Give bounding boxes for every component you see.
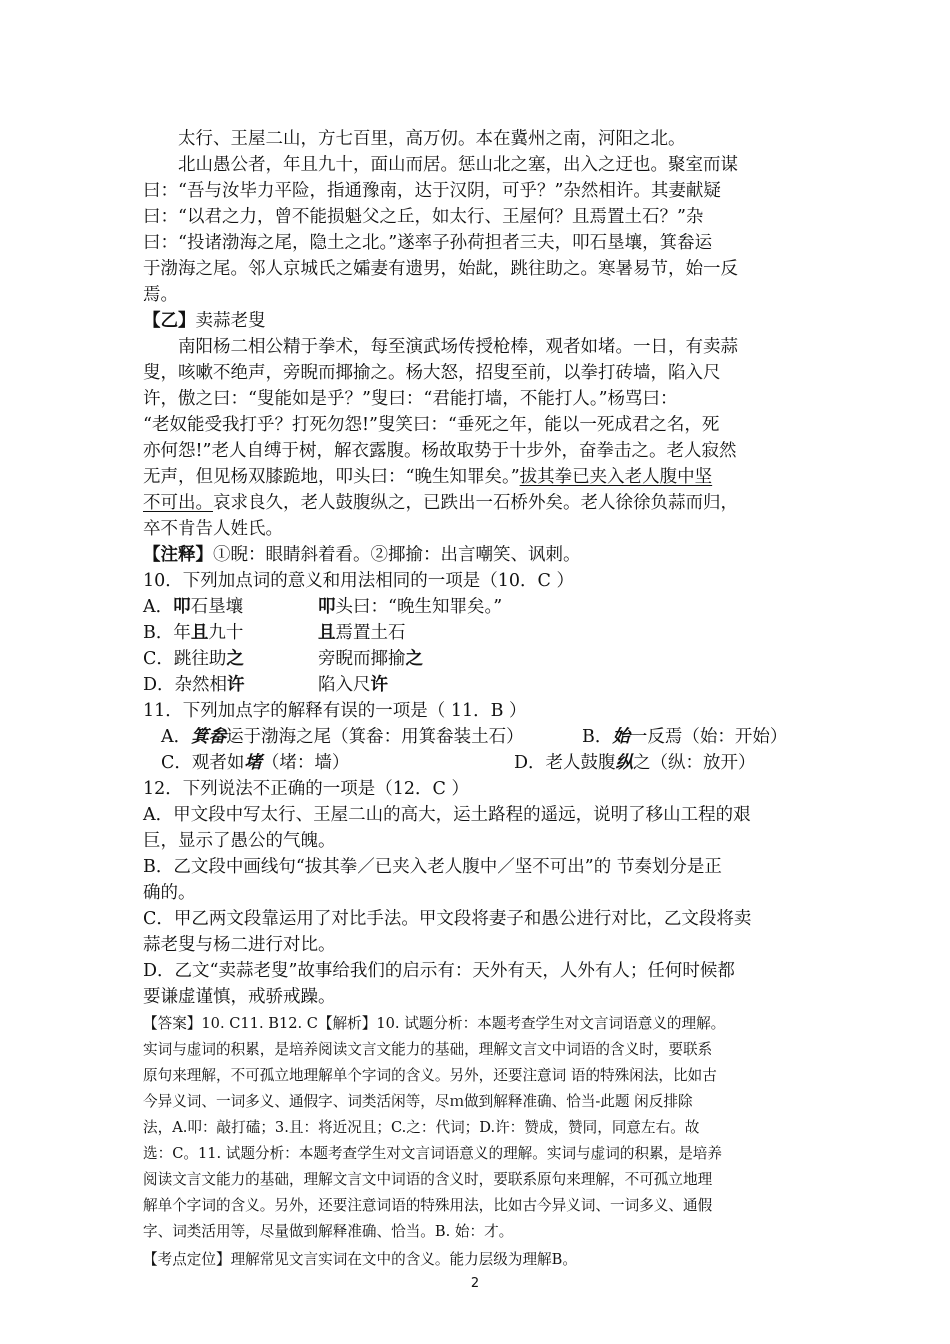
yi-para-line: 许，傲之曰：“叟能如是乎？”叟曰：“君能打墙，不能打人。”杨骂曰： bbox=[143, 389, 678, 409]
dotted-word: 之 bbox=[405, 649, 423, 669]
option-text: 陷入尺 bbox=[318, 675, 371, 695]
dotted-word: 始 bbox=[612, 727, 630, 747]
option-text: 年 bbox=[173, 623, 191, 643]
answer-line: 选：C。11. 试题分析：本题考查学生对文言词语意义的理解。实词与虚词的积累，是培养 bbox=[143, 1145, 722, 1162]
q12-option-line: A．甲文段中写太行、王屋二山的高大，运土路程的遥远，说明了移山工程的艰 bbox=[143, 805, 751, 825]
jia-para-2-line: 焉。 bbox=[143, 285, 178, 305]
yi-heading-title: 卖蒜老叟 bbox=[195, 311, 266, 331]
jia-para-2-line: 曰：“投诸渤海之尾，隐土之北。”遂率子孙荷担者三夫，叩石垦壤，箕畚运 bbox=[143, 233, 713, 253]
jia-para-2-line: 曰：“以君之力，曾不能损魁父之丘，如太行、王屋何？且焉置土石？”杂 bbox=[143, 207, 704, 227]
q10-option-b-second bbox=[318, 621, 406, 646]
yi-para-line: “老奴能受我打乎？打死勿怨!”叟笑曰：“垂死之年，能以一死成君之名，死 bbox=[143, 415, 720, 435]
answer-line: 阅读文言文能力的基础，理解文言文中词语的含义时，要联系原句来理解，不可孤立地理 bbox=[143, 1171, 713, 1188]
notes bbox=[143, 543, 581, 568]
option-text: 焉置土石 bbox=[335, 623, 406, 643]
q11-option-b bbox=[582, 725, 787, 750]
option-text: 九十 bbox=[208, 623, 244, 643]
q12-option-line: C．甲乙两文段靠运用了对比手法。甲文段将妻子和愚公进行对比，乙文段将卖 bbox=[143, 909, 752, 929]
question-10-stem: 10．下列加点词的意义和用法相同的一项是（10．C ） bbox=[143, 571, 574, 591]
q12-option-line: 巨，显示了愚公的气魄。 bbox=[143, 831, 336, 851]
yi-para-text: 无声，但见杨双膝跪地，叩头曰：“晚生知罪矣。” bbox=[143, 467, 520, 487]
option-text: 杂然相 bbox=[174, 675, 228, 695]
q10-option-c-second bbox=[318, 647, 423, 672]
q12-option-line: D．乙文“卖蒜老叟”故事给我们的启示有：天外有天，人外有人；任何时候都 bbox=[143, 961, 735, 981]
option-text: 之（纵：放开） bbox=[633, 753, 756, 773]
option-text: 跳往助 bbox=[173, 649, 227, 669]
dotted-word: 许 bbox=[370, 675, 388, 695]
yi-para-line: 叟，咳嗽不绝声，旁睨而揶揄之。杨大怒，招叟至前，以拳打砖墙，陷入尺 bbox=[143, 363, 721, 383]
q12-option-line: 确的。 bbox=[143, 883, 196, 903]
page-number: 2 bbox=[470, 1276, 480, 1291]
yi-underlined-sentence: 拔其拳已夹入老人腹中坚 bbox=[519, 467, 713, 487]
q10-option-c bbox=[143, 647, 244, 672]
answer-line: 【答案】10. C11. B12. C【解析】10. 试题分析：本题考查学生对文言词语意义的理解。 bbox=[143, 1015, 726, 1032]
answer-line: 解单个字词的含义。另外，还要注意词语的特殊用法，比如古今异义词、一词多义、通假 bbox=[143, 1197, 713, 1214]
jia-para-2-line: 于渤海之尾。邻人京城氏之孀妻有遗男，始龀，跳往助之。寒暑易节，始一反 bbox=[143, 259, 738, 279]
yi-heading bbox=[143, 309, 266, 334]
q11-option-c bbox=[161, 751, 349, 776]
option-text: 一反焉（始：开始） bbox=[629, 727, 788, 747]
q11-option-d bbox=[514, 751, 756, 776]
notes-label: 【注释】 bbox=[143, 545, 213, 565]
yi-para-line bbox=[143, 465, 712, 490]
option-text: D．老人鼓腹 bbox=[514, 753, 616, 773]
answer-line: 今异义词、一词多义、通假字、词类活闲等，尽ｍ做到解释准确、恰当-此题 闲反排除 bbox=[143, 1093, 693, 1110]
q12-option-line: 蒜老叟与杨二进行对比。 bbox=[143, 935, 336, 955]
option-text: 运于渤海之尾（箕畚：用箕畚装土石） bbox=[226, 727, 524, 747]
dotted-word: 叩 bbox=[173, 597, 191, 617]
answer-line: 实词与虚词的积累，是培养阅读文言文能力的基础，理解文言文中词语的含义时，要联系 bbox=[143, 1041, 713, 1058]
q10-option-a-second bbox=[318, 595, 502, 620]
dotted-word: 堵 bbox=[244, 753, 262, 773]
q12-option-line: 要谦虚谨慎，戒骄戒躁。 bbox=[143, 987, 336, 1007]
yi-heading-bracket: 【乙】 bbox=[143, 311, 196, 331]
dotted-word: 之 bbox=[226, 649, 244, 669]
dotted-word: 叩 bbox=[318, 597, 336, 617]
answer-line: 原句来理解，不可孤立地理解单个字词的含义。另外，还要注意词 语的特殊闲法，比如古 bbox=[143, 1067, 717, 1084]
yi-underlined-sentence-end: 不可出。 bbox=[143, 493, 213, 513]
q11-option-a bbox=[161, 725, 524, 750]
option-text: 头曰：“晚生知罪矣。” bbox=[335, 597, 503, 617]
q10-option-b bbox=[143, 621, 243, 646]
dotted-word: 且 bbox=[190, 623, 209, 643]
option-letter: B． bbox=[143, 623, 174, 643]
kaodian-line: 【考点定位】理解常见文言实词在文中的含义。能力层级为理解B。 bbox=[143, 1251, 577, 1268]
option-letter: D． bbox=[143, 675, 175, 695]
dotted-word: 纵 bbox=[615, 753, 634, 773]
notes-text: ①睨：眼睛斜着看。②揶揄：出言嘲笑、讽刺。 bbox=[213, 545, 581, 565]
q12-option-line: B．乙文段中画线句“拔其拳／已夹入老人腹中／坚不可出”的 节奏划分是正 bbox=[143, 857, 722, 877]
option-letter: A． bbox=[143, 597, 174, 617]
q10-option-d bbox=[143, 673, 245, 698]
option-text: 旁睨而揶揄 bbox=[318, 649, 406, 669]
q10-option-d-second bbox=[318, 673, 388, 698]
dotted-word: 许 bbox=[227, 675, 245, 695]
option-letter: B． bbox=[582, 727, 613, 747]
option-letter: C． bbox=[143, 649, 174, 669]
jia-para-2-line: 曰：“吾与汝毕力平险，指通豫南，达于汉阴，可乎？”杂然相许。其妻献疑 bbox=[143, 181, 721, 201]
question-12-stem: 12．下列说法不正确的一项是（12．C ） bbox=[143, 779, 469, 799]
option-text: （堵：墙） bbox=[261, 753, 350, 773]
yi-para-line: 卒不肯告人姓氏。 bbox=[143, 519, 283, 539]
yi-para-line: 南阳杨二相公精于拳术，每至演武场传授枪棒，观者如堵。一日，有卖蒜 bbox=[178, 337, 738, 357]
option-text: C．观者如 bbox=[161, 753, 245, 773]
q10-option-a bbox=[143, 595, 243, 620]
jia-para-2-line: 北山愚公者，年且九十，面山而居。惩山北之塞，出入之迂也。聚室而谋 bbox=[178, 155, 738, 175]
dotted-word: 箕畚 bbox=[191, 727, 227, 747]
yi-para-text: 哀求良久，老人鼓腹纵之，已跌出一石桥外矣。老人徐徐负蒜而归， bbox=[213, 493, 738, 513]
dotted-word: 且 bbox=[318, 623, 336, 643]
answer-line: 法，A.叩：敲打磕；3.且：将近况且；C.之：代词；D.许：赞成，赞同，同意左右。故 bbox=[143, 1119, 700, 1136]
answer-line: 字、词类活用等，尽量做到解释准确、恰当。B. 始：才。 bbox=[143, 1223, 514, 1240]
question-11-stem: 11．下列加点字的解释有误的一项是（ 11．B ） bbox=[143, 701, 527, 721]
yi-para-line: 亦何怨!”老人自缚于树，解衣露腹。杨故取势于十步外，奋拳击之。老人寂然 bbox=[143, 441, 737, 461]
option-letter: A． bbox=[161, 727, 192, 747]
jia-para-1: 太行、王屋二山，方七百里，高万仞。本在冀州之南，河阳之北。 bbox=[178, 129, 686, 149]
yi-para-line bbox=[143, 491, 738, 516]
option-text: 石垦壤 bbox=[190, 597, 244, 617]
